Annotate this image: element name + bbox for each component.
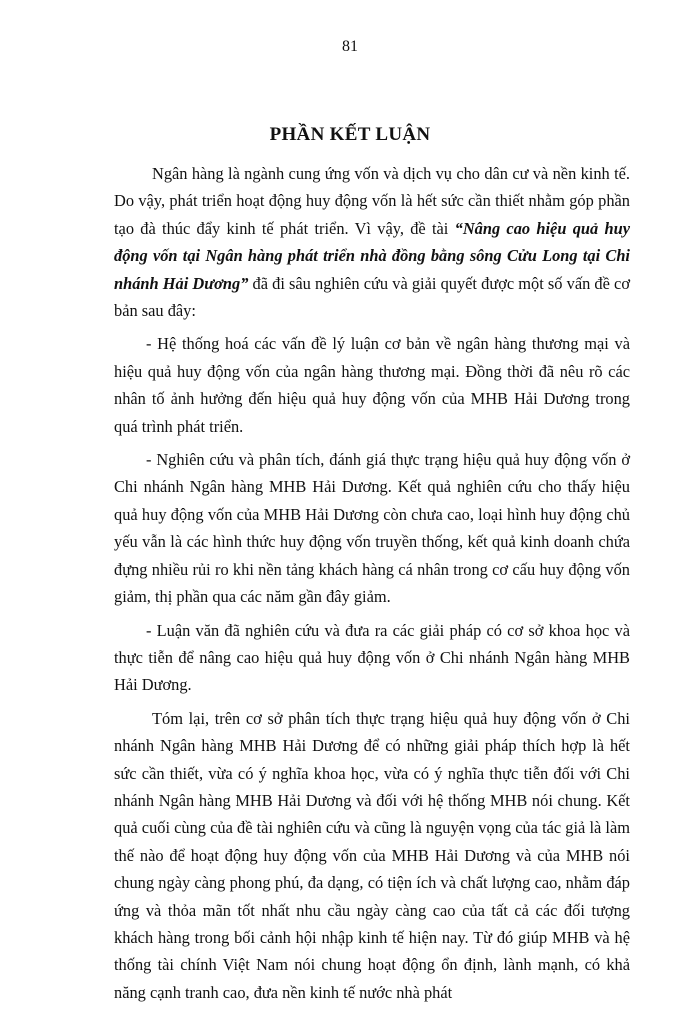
bullet-paragraph-3: - Luận văn đã nghiên cứu và đưa ra các giải pháp có cơ sở khoa học và thực tiễn để nâng cao hiệu quả huy động vốn ở Chi nhánh Ngân hàng MHB Hải Dương. [114, 620, 630, 695]
intro-text-after: đã đi sâu nghiên cứu và giải quyết được một số vấn đề cơ bản sau đây: [114, 273, 630, 321]
thesis-title-emphasis: “Nâng cao hiệu quả huy động vốn tại Ngân hàng phát triển nhà đồng bằng sông Cửu Long tại Chi nhánh Hải Dương” [114, 218, 630, 293]
bullet-paragraph-2: - Nghiên cứu và phân tích, đánh giá thực trạng hiệu quả huy động vốn ở Chi nhánh Ngân hàng MHB Hải Dương. Kết quả nghiên cứu cho thấy hiệu quả huy động vốn của MHB Hải Dương còn chưa cao, loại hình huy động chủ yếu vẫn là các hình thức huy động vốn truyền thống, kết quả kinh doanh chứa đựng nhiều rủi ro khi nền tảng khách hàng cá nhân trong cơ cấu huy động vốn giảm, thị phần qua các năm gần đây giảm. [114, 450, 630, 607]
body-text [114, 160, 630, 1012]
page-number: 81 [342, 38, 358, 55]
conclusion-paragraph: Tóm lại, trên cơ sở phân tích thực trạng hiệu quả huy động vốn ở Chi nhánh Ngân hàng MHB Hải Dương để có những giải pháp thích hợp là hết sức cần thiết, vừa có ý nghĩa khoa học, vừa có ý nghĩa thực tiễn đối với Chi nhánh Ngân hàng MHB Hải Dương và đối với hệ thống MHB nói chung. Kết quả cuối cùng của đề tài nghiên cứu và cũng là nguyện vọng của tác giả là làm thế nào để hoạt động huy động vốn của MHB Hải Dương và của MHB nói chung ngày càng phong phú, đa dạng, có tiện ích và chất lượng cao, nhằm đáp ứng và thỏa mãn tốt nhất nhu cầu ngày càng cao của tất cả các đối tượng khách hàng trong bối cảnh hội nhập kinh tế hiện nay. Từ đó giúp MHB và hệ thống tài chính Việt Nam nói chung hoạt động ổn định, lành mạnh, có khả năng cạnh tranh cao, đưa nền kinh tế nước nhà phát [114, 708, 630, 1002]
intro-text-before: Ngân hàng là ngành cung ứng vốn và dịch vụ cho dân cư và nền kinh tế. Do vậy, phát triển hoạt động huy động vốn là hết sức cần thiết nhằm góp phần tạo đà thúc đẩy kinh tế phát triển. Vì vậy, đề tài [114, 164, 630, 238]
section-title: PHẦN KẾT LUẬN [269, 124, 431, 145]
bullet-paragraph-1: - Hệ thống hoá các vấn đề lý luận cơ bản về ngân hàng thương mại và hiệu quả huy động vốn của ngân hàng thương mại. Đồng thời đã nêu rõ các nhân tố ảnh hưởng đến hiệu quả huy động vốn của MHB Hải Dương trong quá trình phát triển. [114, 334, 630, 436]
intro-paragraph [114, 160, 630, 324]
